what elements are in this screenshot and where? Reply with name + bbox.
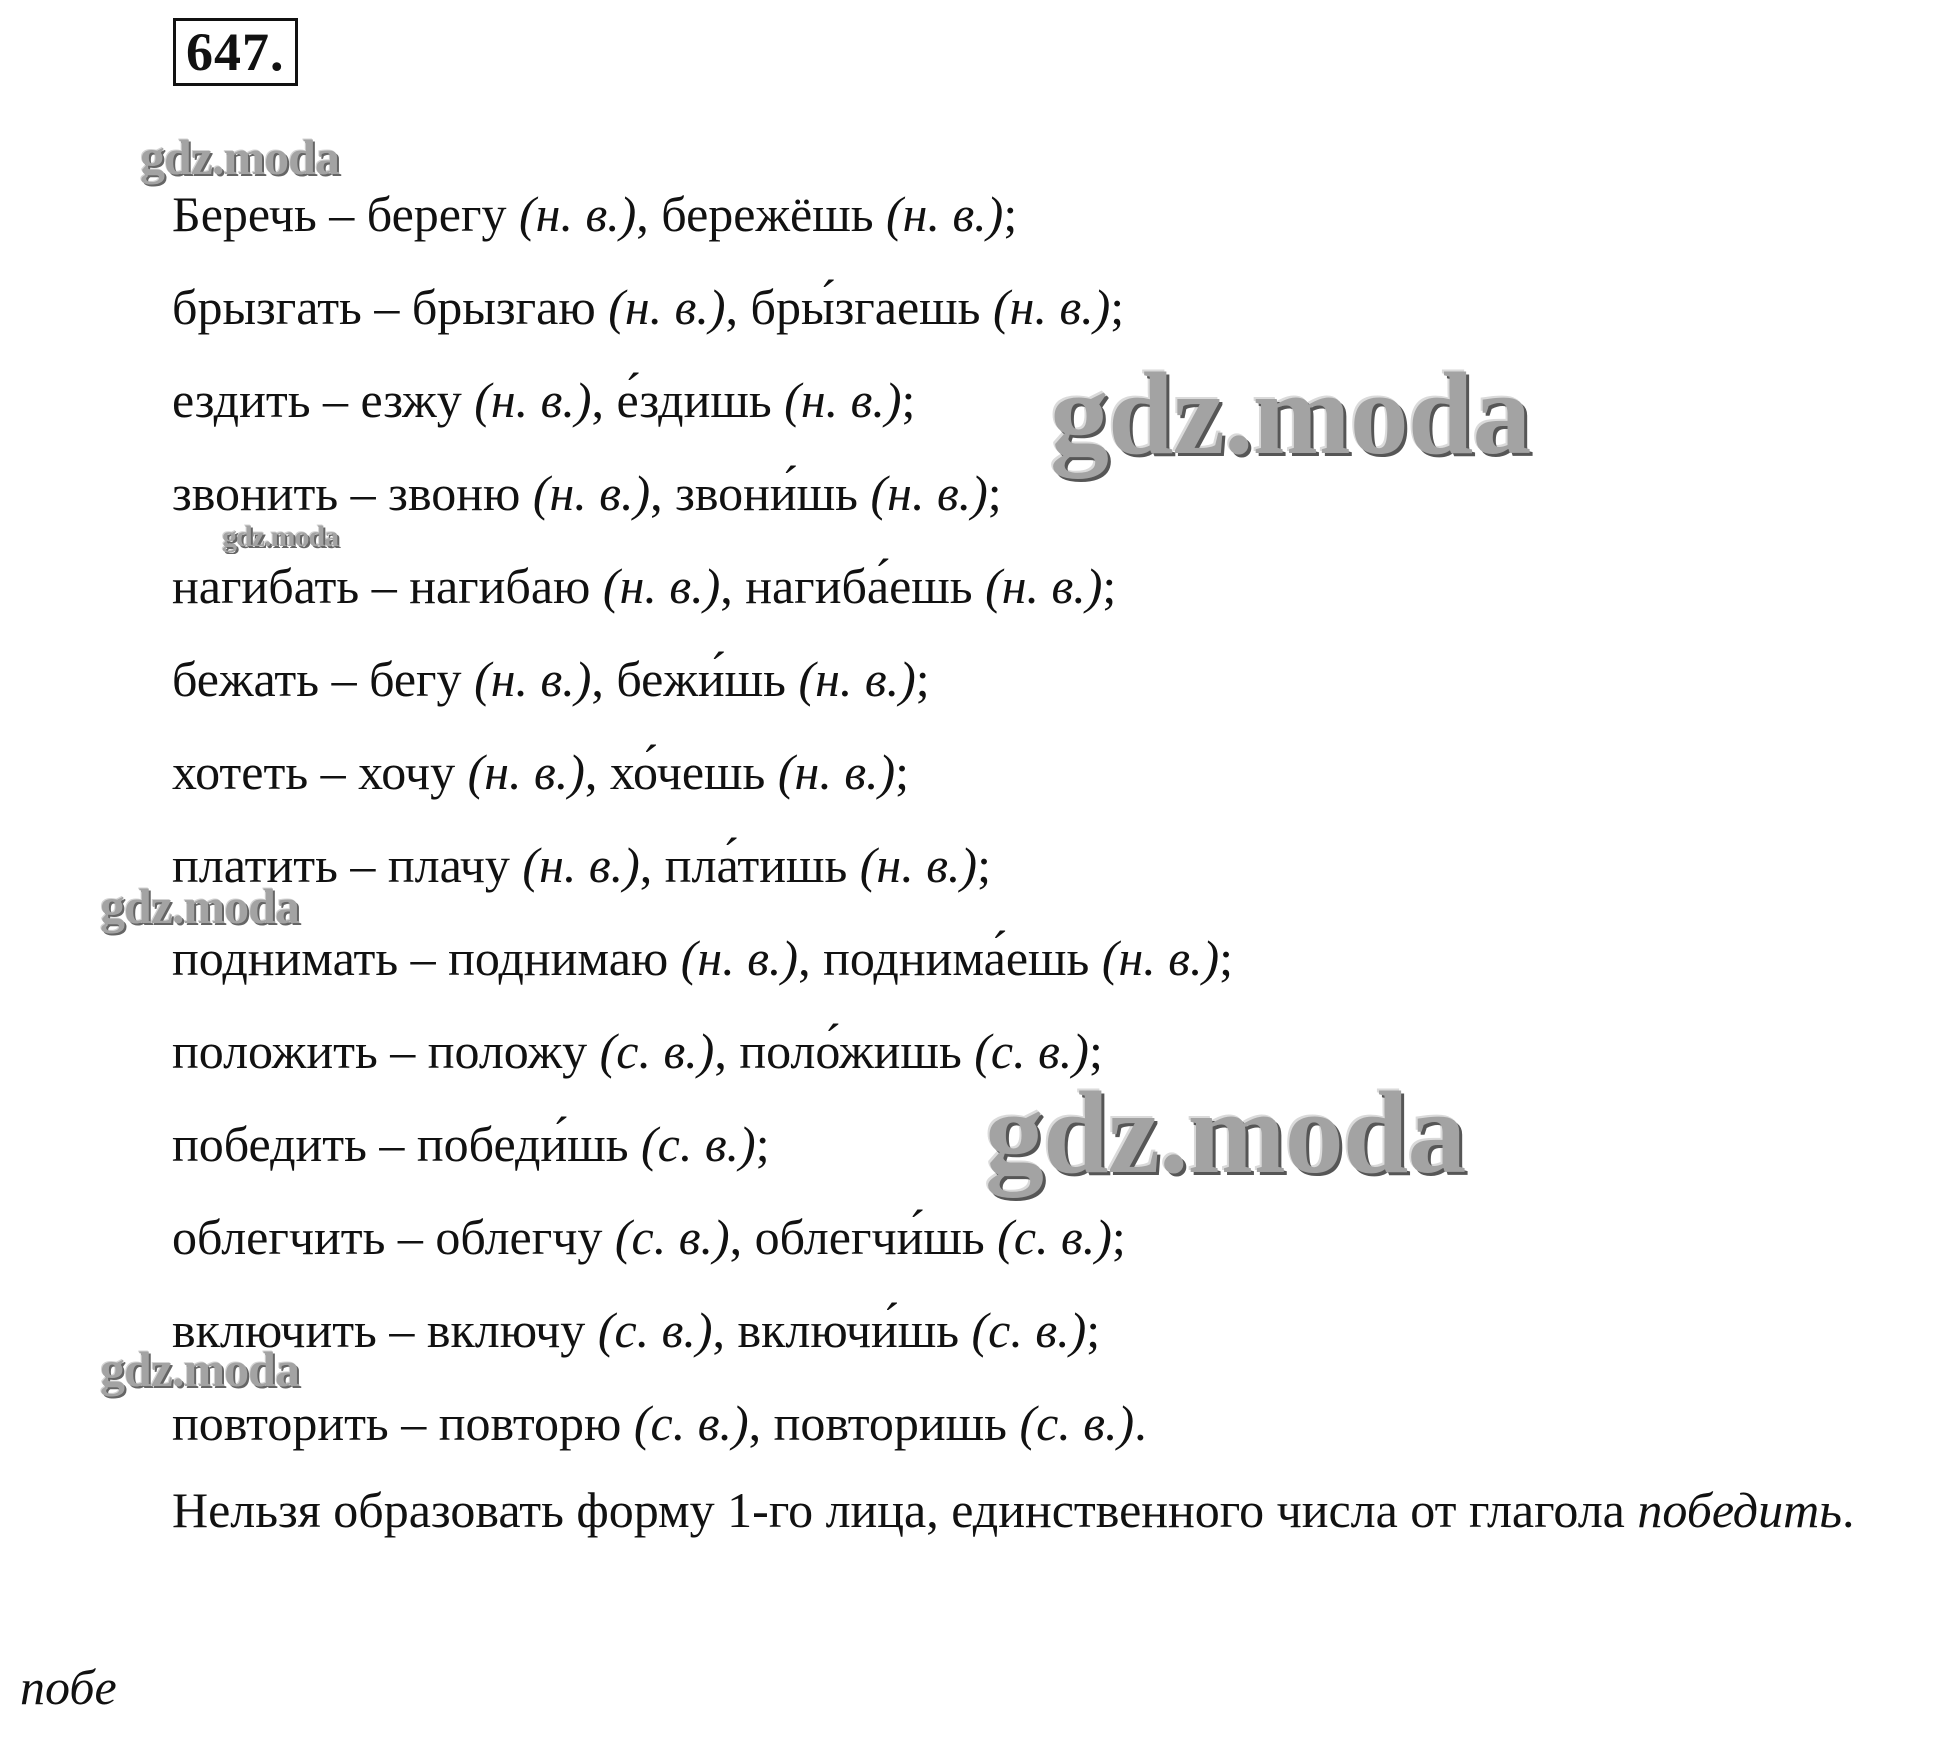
answer-line: нагибать – нагибаю (н. в.), нагиба́ешь (н. в.); <box>172 558 1117 614</box>
answer-line: победить – победи́шь (с. в.); <box>172 1116 770 1172</box>
watermark: gdz.moda <box>140 129 339 185</box>
answer-line: брызгать – брызгаю (н. в.), бры́згаешь (н. в.); <box>172 279 1125 335</box>
answer-line: платить – плачу (н. в.), пла́тишь (н. в.); <box>172 837 991 893</box>
answer-line: бежать – бегу (н. в.), бежи́шь (н. в.); <box>172 651 930 707</box>
answer-line: включить – включу (с. в.), включи́шь (с. в.); <box>172 1302 1101 1358</box>
answer-line: ездить – езжу (н. в.), е́здишь (н. в.); <box>172 372 916 428</box>
answer-line: звонить – звоню (н. в.), звони́шь (н. в.); <box>172 465 1002 521</box>
answer-line: положить – положу (с. в.), поло́жишь (с. в.); <box>172 1023 1103 1079</box>
watermark: gdz.moda <box>985 1067 1466 1198</box>
answer-line: облегчить – облегчу (с. в.), облегчи́шь (с. в.); <box>172 1209 1126 1265</box>
answer-line: поднимать – поднимаю (н. в.), поднима́ешь (н. в.); <box>172 930 1234 986</box>
answer-lines <box>172 168 1912 1470</box>
cropped-text-fragment: побе <box>20 1659 117 1715</box>
watermark: gdz.moda <box>222 520 339 553</box>
task-number: 647. <box>173 18 298 86</box>
answer-line: повторить – повторю (с. в.), повторишь (с. в.). <box>172 1395 1147 1451</box>
answer-line: хотеть – хочу (н. в.), хо́чешь (н. в.); <box>172 744 910 800</box>
conclusion-paragraph: Нельзя образовать форму 1-го лица, единственного числа от глагола победить. <box>172 1482 1855 1538</box>
watermark: gdz.moda <box>100 1341 299 1397</box>
answer-line: Беречь – берегу (н. в.), бережёшь (н. в.); <box>172 186 1018 242</box>
watermark: gdz.moda <box>100 878 299 934</box>
watermark: gdz.moda <box>1050 348 1531 479</box>
